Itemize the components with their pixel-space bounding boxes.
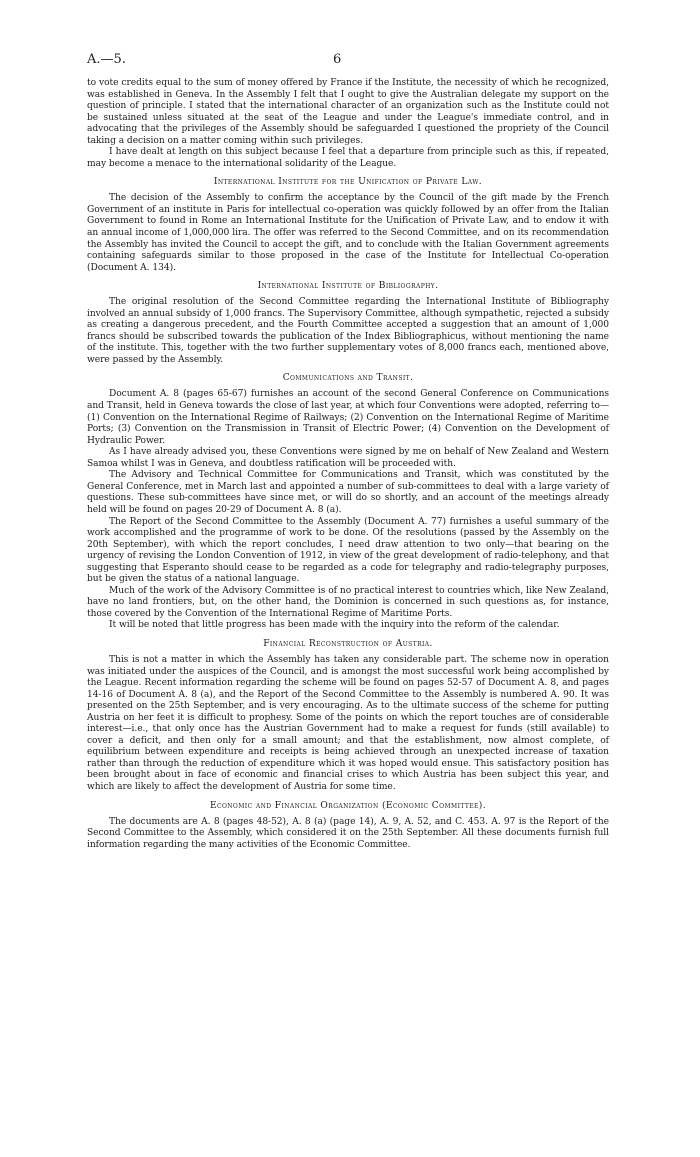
section-heading: Financial Reconstruction of Austria.: [263, 638, 433, 649]
section-heading: International Institute for the Unification of Private Law.: [213, 177, 483, 188]
section-communications: [87, 372, 609, 631]
section-bibliography: [87, 280, 609, 366]
document-page: [87, 52, 609, 851]
paragraph: Much of the work of the Advisory Committee is of no practical interest to countries which, like New Zealand, have no land frontiers, but, on the other hand, the Dominion is concerned in such questions as, for instance, those covered by the Convention of the International Regime of Maritime Ports.: [87, 585, 609, 619]
paragraph: to vote credits equal to the sum of money offered by France if the Institute, the necessity of which he recognized, was established in Geneva. In the Assembly I felt that I ought to give the Australian delegate my support on the question of principle. I stated that the international character of an organization such as the Institute could not be sustained unless situated at the seat of the League and under the League's immediate control, and in advocating that the privileges of the Assembly should be safeguarded I questioned the propriety of the Council taking a decision on a matter coming within such privileges.: [87, 78, 609, 146]
page-number: 6: [333, 52, 342, 67]
paragraph: It will be noted that little progress has been made with the inquiry into the reform of the calendar.: [109, 620, 560, 631]
paragraph: The documents are A. 8 (pages 48-52), A. 8 (a) (page 14), A. 9, A. 52, and C. 453. A. 97 is the Report of the Second Committee to the Assembly, which considered it on the 25th September. All these documents furnish full information regarding the many activities of the Economic Committee.: [87, 816, 609, 850]
document-reference: A.—5.: [87, 52, 126, 67]
section-economic: [87, 800, 609, 852]
section-heading: Communications and Transit.: [282, 373, 414, 384]
paragraph: This is not a matter in which the Assembly has taken any considerable part. The scheme now in operation was initiated under the auspices of the Council, and is amongst the most successful work being accomplished by the League. Recent information regarding the scheme will be found on pages 52-57 of Document A. 8, and pages 14-16 of Document A. 8 (a), and the Report of the Second Committee to the Assembly is numbered A. 90. It was presented on the 25th September, and is very encouraging. As to the ultimate success of the scheme for putting Austria on her feet it is difficult to prophesy. Some of the points on which the report touches are of considerable interest—i.e., that only once has the Austrian Government had to make a request for funds (still available) to cover a deficit, and then only for a small amount; and that the establishment, now almost complete, of equilibrium between expenditure and receipts is being achieved through an unexpected increase of taxation rather than through the reduction of expenditure which it was hoped would ensue. This satisfactory position has been brought about in face of economic and financial crises to which Austria has been subject this year, and which are likely to affect the development of Austria for some time.: [87, 654, 609, 792]
paragraph: The decision of the Assembly to confirm the acceptance by the Council of the gift made by the French Government of an institute in Paris for intellectual co-operation was quickly followed by an offer from the Italian Government to found in Rome an International Institute for the Unification of Private Law, and to endow it with an annual income of 1,000,000 lira. The offer was referred to the Second Committee, and on its recommendation the Assembly has invited the Council to accept the gift, and to conclude with the Italian Government agreements containing safeguards similar to those proposed in the case of the Institute for Intellectual Co-operation (Document A. 134).: [87, 193, 609, 273]
section-heading: Economic and Financial Organization (Economic Committee).: [209, 800, 487, 811]
page-header: [87, 52, 609, 78]
paragraph: As I have already advised you, these Conventions were signed by me on behalf of New Zealand and Western Samoa whilst I was in Geneva, and doubtless ratification will be proceeded with.: [87, 447, 609, 469]
section-intro: [87, 78, 609, 170]
paragraph: The Advisory and Technical Committee for Communications and Transit, which was constituted by the General Conference, met in March last and appointed a number of sub-committees to deal with a large variety of questions. These sub-committees have since met, or will do so shortly, and an account of the meetings already held will be found on pages 20-29 of Document A. 8 (a).: [87, 470, 609, 515]
section-austria: [87, 638, 609, 794]
paragraph: I have dealt at length on this subject because I feel that a departure from principle such as this, if repeated, may become a menace to the international solidarity of the League.: [87, 147, 609, 169]
paragraph: The Report of the Second Committee to the Assembly (Document A. 77) furnishes a useful summary of the work accomplished and the programme of work to be done. Of the resolutions (passed by the Assembly on the 20th September), with which the report concludes, I need draw attention to two only—that bearing on the urgency of revising the London Convention of 1912, in view of the great development of radio-telephony, and that suggesting that Esperanto should cease to be regarded as a code for telegraphy and radio-telegraphy purposes, but be given the status of a national language.: [87, 516, 609, 585]
section-heading: International Institute of Bibliography.: [257, 281, 439, 292]
paragraph: The original resolution of the Second Committee regarding the International Institute of Bibliography involved an annual subsidy of 1,000 francs. The Supervisory Committee, although sympathetic, rejected a subsidy as creating a dangerous precedent, and the Fourth Committee accepted a suggestion that an amount of 1,000 francs should be subscribed towards the publication of the Index Bibliographicus, without mentioning the name of the institute. This, together with the two further supplementary votes of 8,000 francs each, mentioned above, were passed by the Assembly.: [87, 297, 609, 365]
paragraph: Document A. 8 (pages 65-67) furnishes an account of the second General Conference on Communications and Transit, held in Geneva towards the close of last year, at which four Conventions were adopted, referring to—(1) Convention on the International Regime of Railways; (2) Convention on the International Regime of Maritime Ports; (3) Convention on the Transmission in Transit of Electric Power; (4) Convention on the Development of Hydraulic Power.: [87, 389, 609, 446]
section-private-law: [87, 176, 609, 274]
